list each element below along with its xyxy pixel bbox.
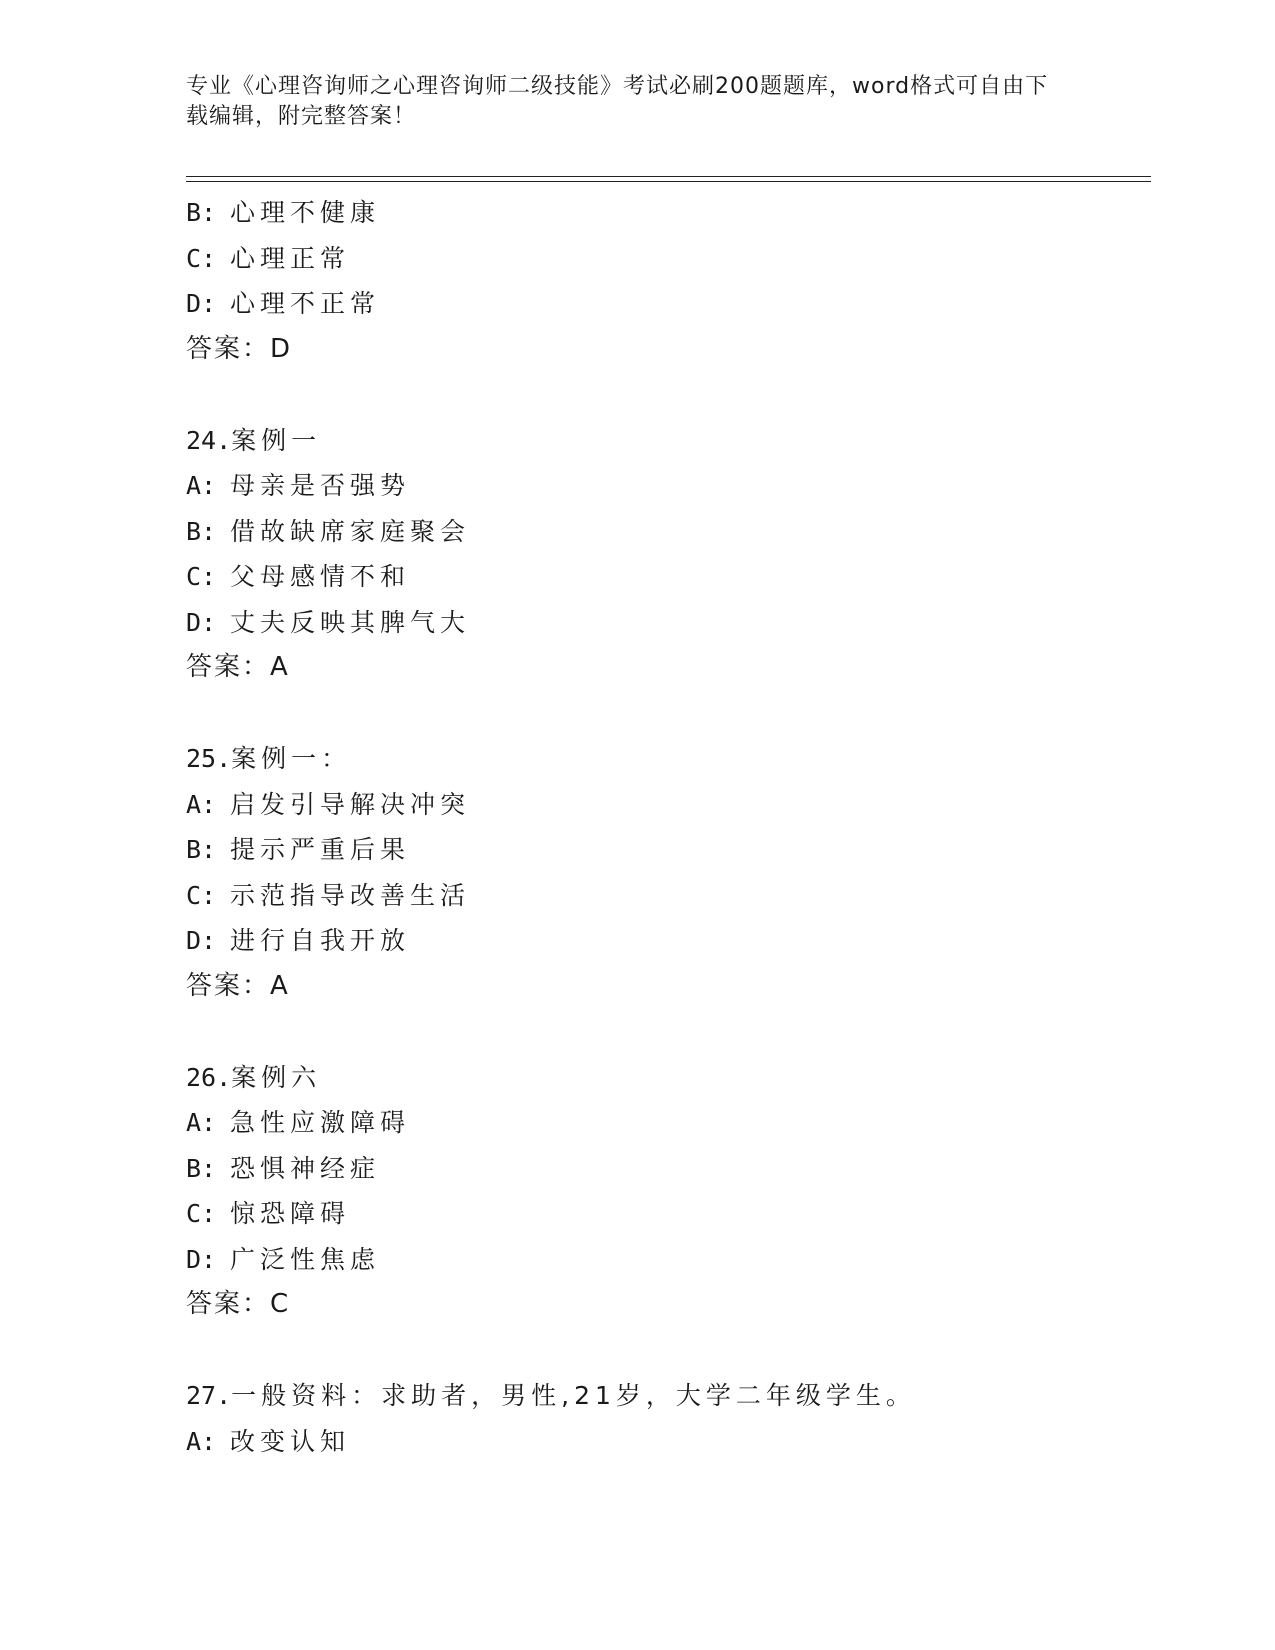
spacer [186,372,1151,418]
option-item [186,1237,1151,1283]
question-number: 27. [186,1381,232,1410]
option-text: 父母感情不和 [230,562,411,591]
option-label: D: [186,289,217,318]
option-text: 惊恐障碍 [230,1199,351,1228]
option-text: 恐惧神经症 [230,1153,381,1183]
question-number: 25. [186,744,232,773]
option-text: 母亲是否强势 [230,471,411,500]
option-label: B: [186,835,217,864]
question-stem [186,736,1151,782]
question-stem [186,1055,1151,1101]
option-item [186,554,1151,600]
option-label: B: [186,198,217,227]
spacer [186,1328,1151,1374]
option-text: 借故缺席家庭聚会 [230,516,471,546]
option-label: D: [186,1244,217,1274]
question-stem [186,1373,1151,1419]
option-item [186,1100,1151,1146]
spacer [186,1009,1151,1055]
option-label: A: [186,1108,217,1137]
option-label: C: [186,562,217,591]
option-label: C: [186,243,217,273]
answer-line: 答案：A [186,652,290,682]
question-text: 案例一 [231,425,322,455]
option-item [186,190,1151,236]
option-label: C: [186,1199,217,1228]
question-text: 一般资料：求助者，男性,21岁，大学二年级学生。 [231,1381,916,1410]
option-item [186,873,1151,919]
option-text: 改变认知 [230,1426,351,1456]
answer-line: 答案：D [186,333,293,364]
option-item [186,782,1151,828]
option-item [186,918,1151,964]
option-item [186,509,1151,555]
document-header-title: 专业《心理咨询师之心理咨询师二级技能》考试必刷200题题库，word格式可自由下载编辑，附完整答案！ [186,74,1049,129]
option-label: A: [186,1426,217,1456]
option-item [186,463,1151,509]
option-text: 示范指导改善生活 [230,880,471,910]
option-label: A: [186,789,217,819]
option-label: B: [186,1153,217,1183]
question-text: 案例六 [231,1062,322,1092]
option-text: 启发引导解决冲突 [230,789,471,819]
question-stem [186,418,1151,464]
option-item [186,1191,1151,1237]
option-item [186,236,1151,282]
spacer [186,691,1151,737]
question-number: 24. [186,425,232,455]
option-item [186,281,1151,327]
option-text: 丈夫反映其脾气大 [230,607,471,637]
answer-line: 答案：A [186,970,290,1001]
option-item [186,1419,1151,1465]
question-number: 26. [186,1062,232,1092]
question-list [186,190,1151,1464]
option-text: 广泛性焦虑 [230,1244,381,1274]
option-text: 心理不正常 [230,289,381,318]
option-item [186,600,1151,646]
option-label: C: [186,880,217,910]
option-item [186,827,1151,873]
answer-line: 答案：C [186,1289,291,1319]
question-text: 案例一： [231,744,352,773]
option-label: D: [186,607,217,637]
option-text: 进行自我开放 [230,926,411,955]
option-label: B: [186,516,217,546]
option-label: A: [186,471,217,500]
option-item [186,1146,1151,1192]
option-text: 急性应激障碍 [230,1108,411,1137]
header-rule-top [186,176,1151,177]
option-text: 心理正常 [230,243,351,273]
option-text: 心理不健康 [230,198,381,227]
option-label: D: [186,926,217,955]
option-text: 提示严重后果 [230,835,411,864]
header-rule-bottom [186,181,1151,182]
